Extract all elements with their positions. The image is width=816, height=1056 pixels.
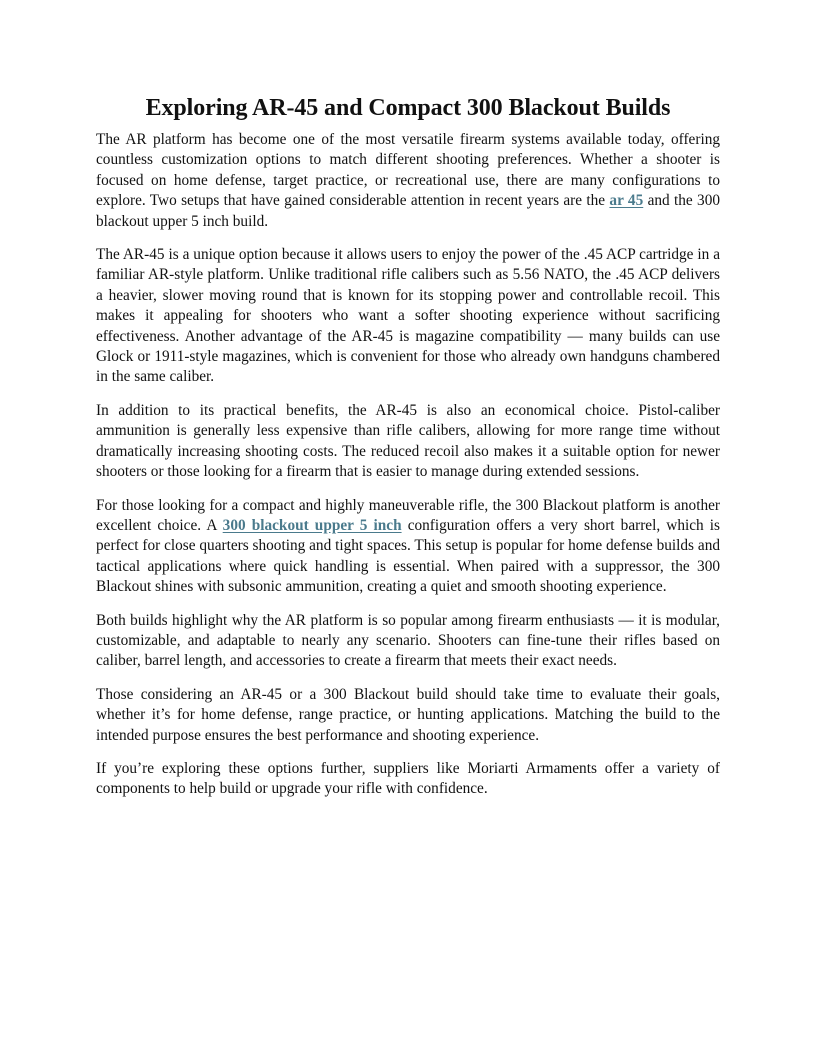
paragraph-text: The AR platform has become one of the most versatile firearm systems available today, offering countless customization options to match different shooting preferences. Whether a shooter is focused on home defense, target practice, or recreational use, there are many configurations to explore. Two setups that have gained considerable attention in recent years are the (96, 131, 720, 210)
paragraph-text: For those looking for a compact and highly maneuverable rifle, the 300 Blackout platform is another excellent choice. A (96, 496, 720, 534)
paragraph-ar45-overview: The AR-45 is a unique option because it allows users to enjoy the power of the .45 ACP cartridge in a familiar AR-style platform. Unlike traditional rifle calibers such as 5.56 NATO, the .45 ACP delivers a heavier, slower moving round that is known for its stopping power and controllable recoil. This makes it appealing for shooters who want a softer shooting experience without sacrificing effectiveness. Another advantage of the AR-45 is magazine compatibility — many builds can use Glock or 1911-style magazines, which is convenient for those who already own handguns chambered in the same caliber. (96, 246, 720, 386)
paragraph-text: and the 300 blackout upper 5 inch build. (96, 192, 720, 230)
document-title: Exploring AR-45 and Compact 300 Blackout Builds (145, 95, 671, 121)
paragraph-ar45-economy: In addition to its practical benefits, the AR-45 is also an economical choice. Pistol-caliber ammunition is generally less expensive than rifle calibers, allowing for more range time without dramatically increasing shooting costs. The reduced recoil also makes it a suitable option for newer shooters or those looking for a firearm that is easier to manage during extended sessions. (96, 401, 720, 481)
paragraph-text: configuration offers a very short barrel, which is perfect for close quarters shooting and tight spaces. This setup is popular for home defense builds and tactical applications where quick handling is essential. When paired with a suppressor, the 300 Blackout shines with subsonic ammunition, creating a quiet and smooth shooting experience. (96, 516, 720, 596)
ar-45-link[interactable]: ar 45 (609, 192, 644, 210)
paragraph-both-builds: Both builds highlight why the AR platform is so popular among firearm enthusiasts — it is modular, customizable, and adaptable to nearly any scenario. Shooters can fine-tune their rifles based on caliber, barrel length, and accessories to create a firearm that meets their exact needs. (96, 611, 720, 670)
paragraph-closing: If you’re exploring these options further, suppliers like Moriarti Armaments offer a variety of components to help build or upgrade your rifle with confidence. (96, 759, 720, 798)
paragraph-intro (96, 130, 720, 232)
paragraph-300-blackout (96, 496, 720, 598)
document-page (96, 92, 720, 813)
paragraph-considerations: Those considering an AR-45 or a 300 Blackout build should take time to evaluate their goals, whether it’s for home defense, range practice, or hunting applications. Matching the build to the intended purpose ensures the best performance and shooting experience. (96, 685, 720, 744)
300-blackout-upper-link[interactable]: 300 blackout upper 5 inch (222, 516, 402, 534)
